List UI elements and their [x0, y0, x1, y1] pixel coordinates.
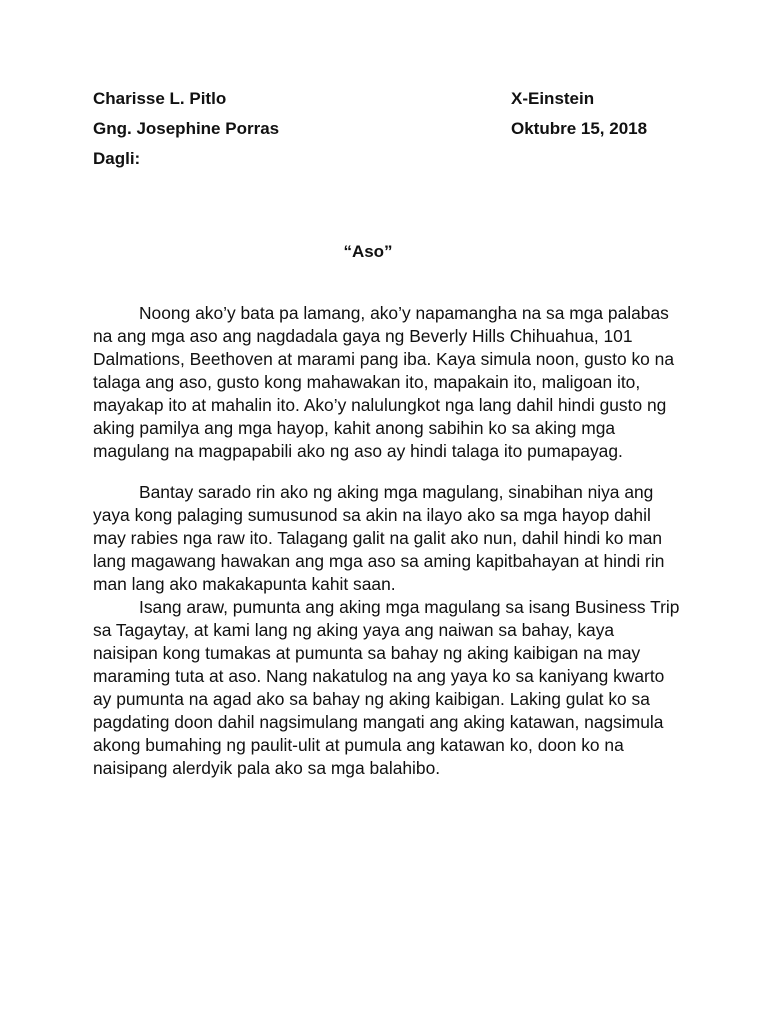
teacher-name: Gng. Josephine Porras: [93, 119, 280, 138]
date: Oktubre 15, 2018: [511, 119, 648, 138]
paragraph-2: Bantay sarado rin ako ng aking mga magulang, sinabihan niya ang yaya kong palaging sumusunod sa akin na ilayo ako sa mga hayop dahil may rabies nga raw ito. Talagang galit na galit ako nun, dahil hindi ko man lang magawang hawakan ang mga aso sa aming kapitbahayan at hindi rin man lang ako makakapunta kahit saan.: [93, 482, 665, 594]
paragraph-3: Isang araw, pumunta ang aking mga magulang sa isang Business Trip sa Tagaytay, at kami lang ng aking yaya ang naiwan sa bahay, kaya naisipan kong tumakas at pumunta sa bahay ng aking kaibigan na may maraming tuta at aso. Nang nakatulog na ang yaya ko sa kaniyang kwarto ay pumunta na agad ako sa bahay ng aking kaibigan. Laking gulat ko sa pagdating doon dahil nagsimulang mangati ang aking katawan, nagsimula akong bumahing ng paulit-ulit at pumula ang katawan ko, doon ko na naisipang alerdyik pala ako sa mga balahibo.: [93, 597, 680, 778]
paragraph-1: Noong ako’y bata pa lamang, ako’y napamangha na sa mga palabas na ang mga aso ang nagdadala gaya ng Beverly Hills Chihuahua, 101 Dalmations, Beethoven at marami pang iba. Kaya simula noon, gusto ko na talaga ang aso, gusto kong mahawakan ito, mapakain ito, maligoan ito, mayakap ito at mahalin ito. Ako’y nalulungkot nga lang dahil hindi gusto ng aking pamilya ang mga hayop, kahit anong sabihin ko sa aking mga magulang na magpapabili ako ng aso ay hindi talaga ito pumapayag.: [93, 303, 674, 461]
student-name: Charisse L. Pitlo: [93, 89, 227, 108]
story-title: [0, 242, 768, 262]
story-title-text: “Aso”: [343, 242, 393, 261]
genre-label: Dagli:: [93, 149, 141, 168]
section-name: X-Einstein: [511, 89, 595, 108]
